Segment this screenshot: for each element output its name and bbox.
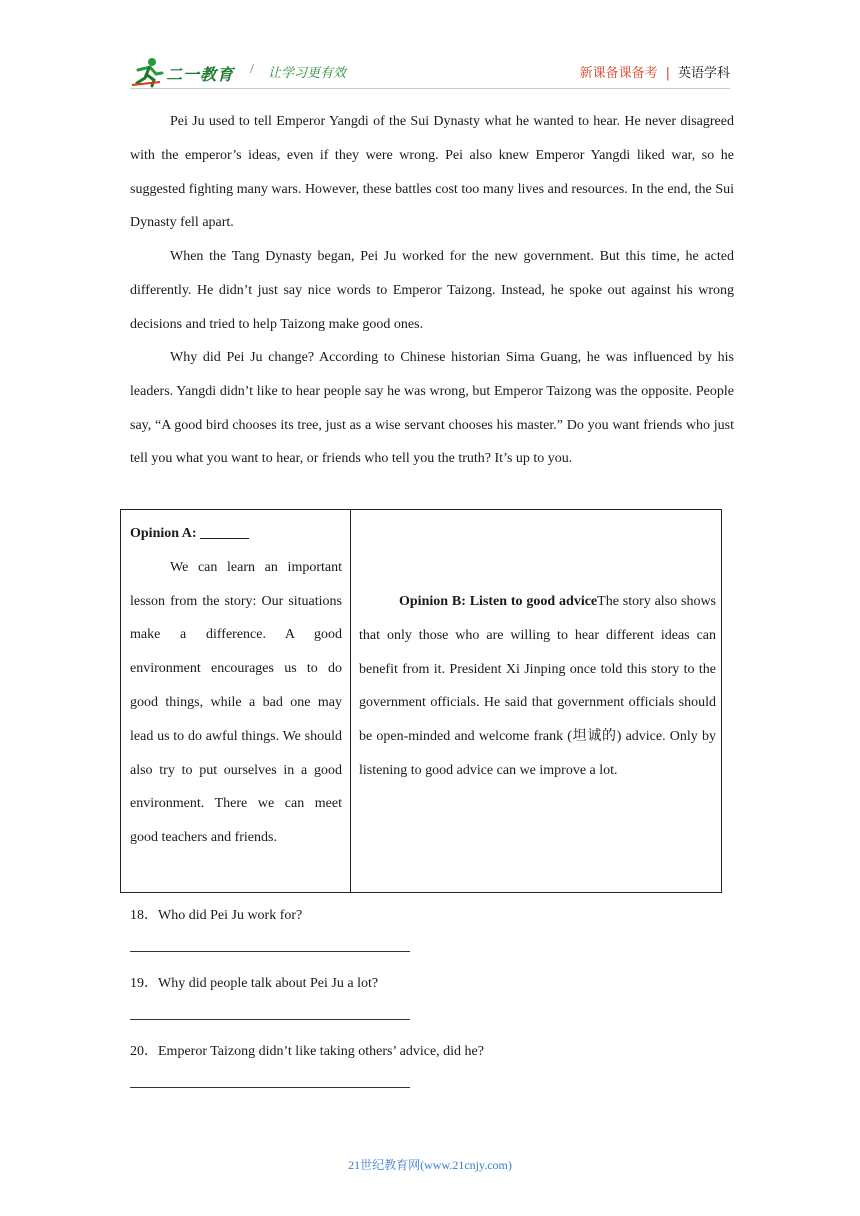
page-header bbox=[130, 56, 730, 88]
answer-line-18[interactable] bbox=[130, 951, 410, 952]
table-divider bbox=[350, 510, 351, 892]
opinion-a-cell bbox=[130, 517, 342, 855]
runner-logo-icon bbox=[130, 56, 166, 88]
opinion-b-cell bbox=[359, 585, 716, 788]
header-right bbox=[580, 62, 730, 81]
logo bbox=[130, 56, 250, 88]
opinion-b-body: The story also shows that only those who are willing to hear different ideas can benefit from it. President Xi Jinping once told this story to the government officials. He said that government officials should be open-minded and welcome frank (坦诚的) advice. Only by listening to good advice can we improve a lot. bbox=[359, 594, 716, 778]
paragraph-2: When the Tang Dynasty began, Pei Ju worked for the new government. But this time, he acted differently. He didn’t just say nice words to Emperor Taizong. Instead, he spoke out against his wrong decisions and tried to help Taizong make good ones. bbox=[130, 249, 734, 332]
opinion-b-title: Opinion B: Listen to good advice bbox=[399, 594, 598, 609]
paragraph-1: Pei Ju used to tell Emperor Yangdi of the Sui Dynasty what he wanted to hear. He never disagreed with the emperor’s ideas, even if they were wrong. Pei also knew Emperor Yangdi liked war, so he suggested fighting many wars. However, these battles cost too many lives and resources. In the end, the Sui Dynasty fell apart. bbox=[130, 114, 734, 231]
paragraph-3: Why did Pei Ju change? According to Chinese historian Sima Guang, he was influenced by his leaders. Yangdi didn’t like to hear people say he was wrong, but Emperor Taizong was the opposite. People say, “A good bird chooses its tree, just as a wise servant chooses his master.” Do you want friends who just tell you what you want to hear, or friends who tell you the truth? It’s up to you. bbox=[130, 350, 734, 467]
opinion-a-body: We can learn an important lesson from the story: Our situations make a difference. A good environment encourages us to do good things, while a bad one may lead us to do awful things. We should also try to put ourselves in a good environment. There we can meet good teachers and friends. bbox=[130, 559, 342, 846]
answer-line-20[interactable] bbox=[130, 1087, 410, 1088]
brand-name: 二一教育 bbox=[166, 65, 235, 84]
question-19: 19．Why did people talk about Pei Ju a lot? bbox=[130, 976, 379, 991]
answer-line-19[interactable] bbox=[130, 1019, 410, 1020]
question-20: 20．Emperor Taizong didn’t like taking others’ advice, did he? bbox=[130, 1044, 484, 1059]
question-18: 18．Who did Pei Ju work for? bbox=[130, 908, 303, 923]
slogan-slash: / bbox=[250, 62, 254, 77]
page-footer[interactable]: 21世纪教育网(www.21cnjy.com) bbox=[348, 1158, 512, 1172]
opinion-a-title: Opinion A: _______ bbox=[130, 526, 250, 541]
subject-label: 英语学科 bbox=[677, 66, 730, 81]
header-divider: | bbox=[665, 66, 670, 81]
course-label: 新课备课备考 bbox=[579, 66, 658, 81]
opinion-table bbox=[120, 509, 722, 893]
header-rule bbox=[130, 88, 730, 89]
slogan: 让学习更有效 bbox=[268, 66, 347, 81]
